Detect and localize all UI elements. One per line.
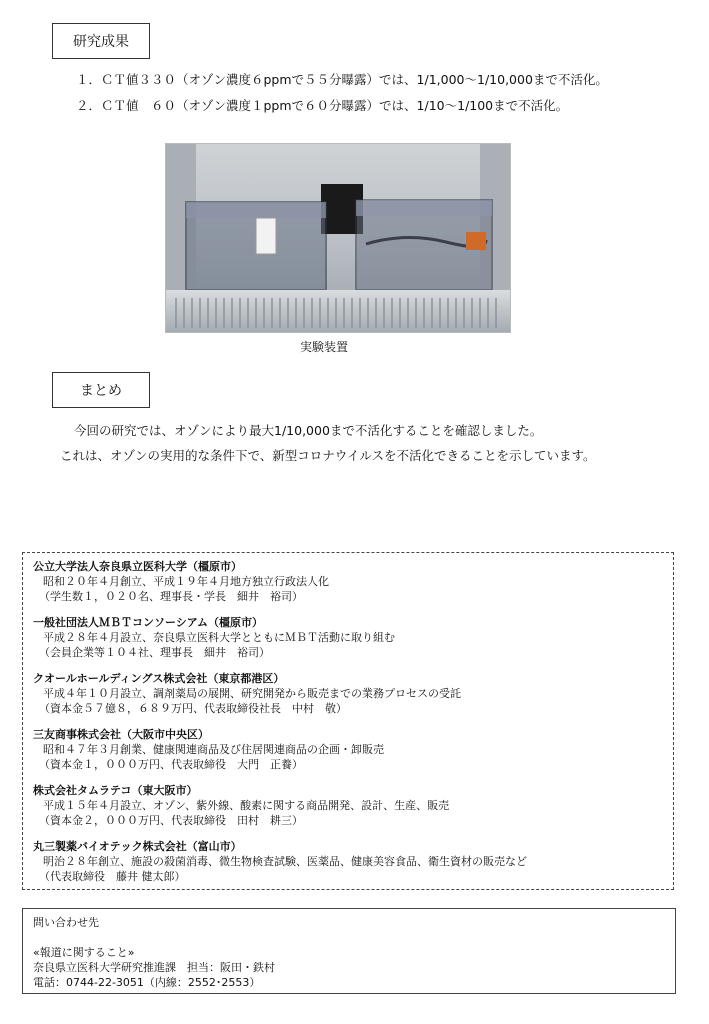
summary-line-2: これは、オゾンの実用的な条件下で、新型コロナウイルスを不活化できることを示しています。 — [60, 448, 596, 463]
result-item-2: ２．ＣＴ値 ６０（オゾン濃度１ppmで６０分曝露）では、1/10～1/100まで不活化。 — [76, 98, 569, 113]
org-item — [33, 671, 461, 716]
apparatus-image — [166, 144, 510, 332]
org-detail: （学生数１，０２０名、理事長・学長 細井 裕司） — [39, 590, 303, 603]
contact-heading: 問い合わせ先 — [33, 916, 99, 929]
org-item — [33, 783, 449, 828]
organizations-box — [22, 552, 674, 890]
contact-dept: 奈良県立医科大学研究推進課 担当：阪田・鉄村 — [33, 961, 275, 974]
contact-box — [22, 908, 676, 994]
summary-heading-box — [52, 372, 150, 408]
org-name: 公立大学法人奈良県立医科大学（橿原市） — [33, 560, 242, 573]
contact-phone: 電話：0744-22-3051（内線：2552･2553） — [33, 976, 261, 989]
org-detail: （代表取締役 藤井 健太郎） — [39, 870, 186, 883]
contact-sub: «報道に関すること» — [33, 946, 135, 959]
org-detail: （会員企業等１０４社、理事長 細井 裕司） — [39, 646, 270, 659]
summary-heading: まとめ — [80, 383, 122, 399]
org-name: 株式会社タムラテコ（東大阪市） — [33, 784, 198, 797]
org-detail: 平成１５年４月設立、オゾン、紫外線、酸素に関する商品開発、設計、生産、販売 — [43, 799, 450, 812]
org-detail: （資本金２，０００万円、代表取締役 田村 耕三） — [39, 814, 303, 827]
results-heading-box — [52, 23, 150, 59]
org-name: 三友商事株式会社（大阪市中央区） — [33, 728, 209, 741]
org-detail: （資本金５７億８，６８９万円、代表取締役社長 中村 敬） — [39, 702, 347, 715]
org-item — [33, 839, 527, 884]
org-name: クオールホールディングス株式会社（東京都港区） — [33, 672, 285, 685]
org-detail: 明治２８年創立、施設の殺菌消毒、微生物検査試験、医薬品、健康美容食品、衛生資材の販売など — [43, 855, 527, 868]
org-detail: 昭和４７年３月創業、健康関連商品及び住居関連商品の企画・卸販売 — [43, 743, 384, 756]
org-detail: 平成２８年４月設立、奈良県立医科大学とともにＭＢＴ活動に取り組む — [43, 631, 395, 644]
org-item — [33, 559, 329, 604]
result-item-1: １．ＣＴ値３３０（オゾン濃度６ppmで５５分曝露）では、1/1,000～1/10,000まで不活化。 — [76, 72, 608, 87]
org-item — [33, 615, 395, 660]
experiment-apparatus-photo — [165, 143, 511, 333]
org-name: 一般社団法人ＭＢＴコンソーシアム（橿原市） — [33, 616, 264, 629]
org-name: 丸三製薬バイオテック株式会社（富山市） — [33, 840, 242, 853]
org-detail: （資本金１，０００万円、代表取締役 大門 正養） — [39, 758, 303, 771]
results-heading: 研究成果 — [73, 34, 129, 50]
figure-caption: 実験装置 — [300, 340, 349, 354]
org-detail: 平成４年１０月設立、調剤薬局の展開、研究開発から販売までの業務プロセスの受託 — [43, 687, 461, 700]
summary-line-1: 今回の研究では、オゾンにより最大1/10,000まで不活化することを確認しました。 — [74, 423, 543, 438]
org-detail: 昭和２０年４月創立、平成１９年４月地方独立行政法人化 — [43, 575, 329, 588]
org-item — [33, 727, 384, 772]
